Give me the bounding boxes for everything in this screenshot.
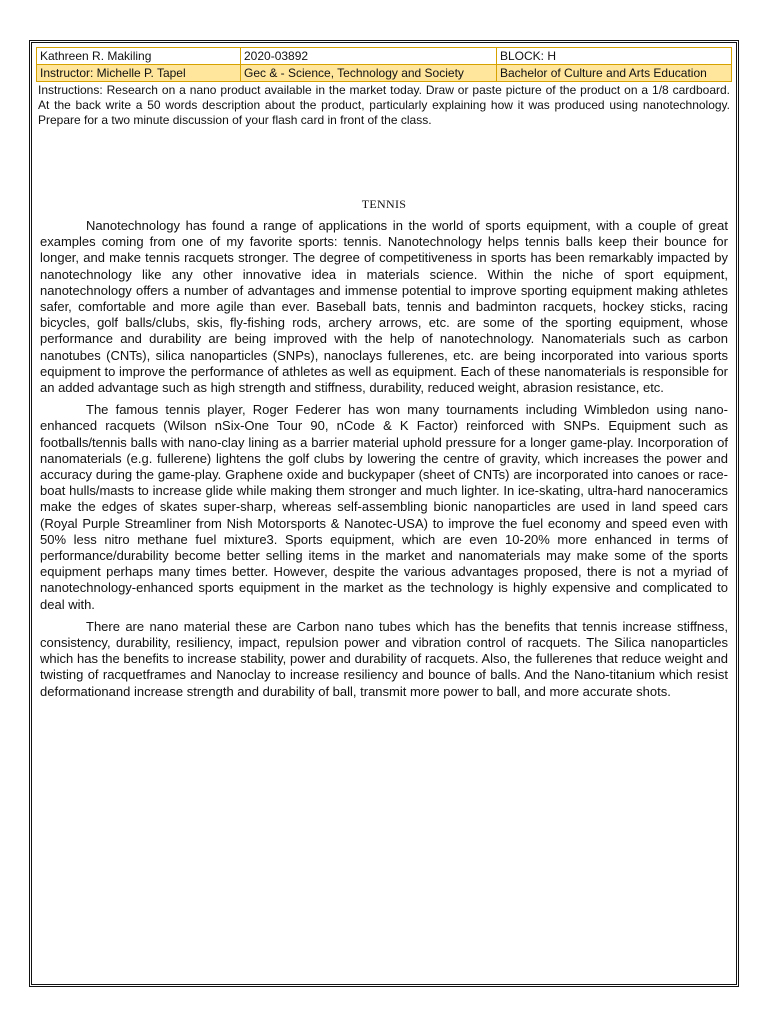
header-table [36, 47, 732, 82]
essay-body [36, 218, 732, 700]
document-title: TENNIS [361, 197, 407, 211]
block-cell: BLOCK: H [497, 48, 732, 65]
instructions-text: Instructions: Research on a nano product available in the market today. Draw or paste picture of the product on a 1/8 cardboard. At the back write a 50 words description about the product, particularly explaining how it was produced using nanotechnology. Prepare for a two minute discussion of your flash card in front of the class. [38, 83, 730, 127]
student-id-cell: 2020-03892 [241, 48, 497, 65]
paragraph-3: There are nano material these are Carbon nano tubes which has the benefits that tennis increase stiffness, consistency, durability, resiliency, impact, repulsion power and vibration control of racquets. The Silica nanoparticles which has the benefits to increase stability, power and durability of racquets. Also, the fullerenes that reduce weight and twisting of racquetframes and Nanoclay to increase resiliency and bounce of balls. And the Nano-titanium which resist deformationand increase strength and durability of ball, transmit more power to ball, and more accurate shots. [40, 618, 728, 699]
paragraph-2: The famous tennis player, Roger Federer has won many tournaments including Wimbledon using nano-enhanced racquets (Wilson nSix-One Tour 90, nCode & K Factor) reinforced with SNPs. Equipment such as footballs/tennis balls with nano-clay lining as a barrier material uphold pressure for a longer game-play. Incorporation of nanomaterials (e.g. fullerene) lightens the golf clubs by lowering the centre of gravity, which increases the power and accuracy during the game-play. Graphene oxide and buckypaper (sheet of CNTs) are incorporated into canoes or race-boat hulls/masts to increase glide while making them stronger and much lighter. In ice-skating, ultra-hard nanoceramics make the edges of skates super-sharp, whereas self-assembling bionic nanoparticles are used in land speed cars (Royal Purple Streamliner from Nish Motorsports & Nanotec-USA) to improve the fuel economy and speed even with 50% less nitro methane fuel mixture3. Sports equipment, which are even 10-20% more enhanced in terms of performance/durability become better selling items in the market and nanomaterials may make some of the sports equipment perhaps many times better. However, despite the various advantages proposed, there is not a myriad of nanotechnology-enhanced sports equipment in the market as the technology is highly expensive and complicated to deal with. [40, 402, 728, 612]
subject-cell: Gec & - Science, Technology and Society [241, 65, 497, 82]
paragraph-1: Nanotechnology has found a range of applications in the world of sports equipment, with a couple of great examples coming from one of my favorite sports: tennis. Nanotechnology helps tennis balls keep their bounce for longer, and make tennis racquets stronger. The degree of competitiveness in sports has been remarkably impacted by nanotechnology like any other innovative idea in materials science. Within the niche of sport equipment, nanotechnology offers a number of advantages and immense potential to improve sporting equipment making athletes safer, comfortable and more agile than ever. Baseball bats, tennis and badminton racquets, hockey sticks, racing bicycles, golf balls/clubs, skis, fly-fishing rods, archery arrows, etc. are some of the sporting equipment, whose performance and durability are being improved with the help of nanotechnology. Nanomaterials such as carbon nanotubes (CNTs), silica nanoparticles (SNPs), nanoclays fullerenes, etc. are being incorporated into various sports equipment to improve the performance of athletes as well as equipment. Each of these nanomaterials is responsible for an added advantage such as high strength and stiffness, durability, reduced weight, abrasion resistance, etc. [40, 218, 728, 396]
program-cell: Bachelor of Culture and Arts Education [497, 65, 732, 82]
student-name-cell: Kathreen R. Makiling [37, 48, 241, 65]
instructor-cell: Instructor: Michelle P. Tapel [37, 65, 241, 82]
document-page [29, 40, 739, 987]
